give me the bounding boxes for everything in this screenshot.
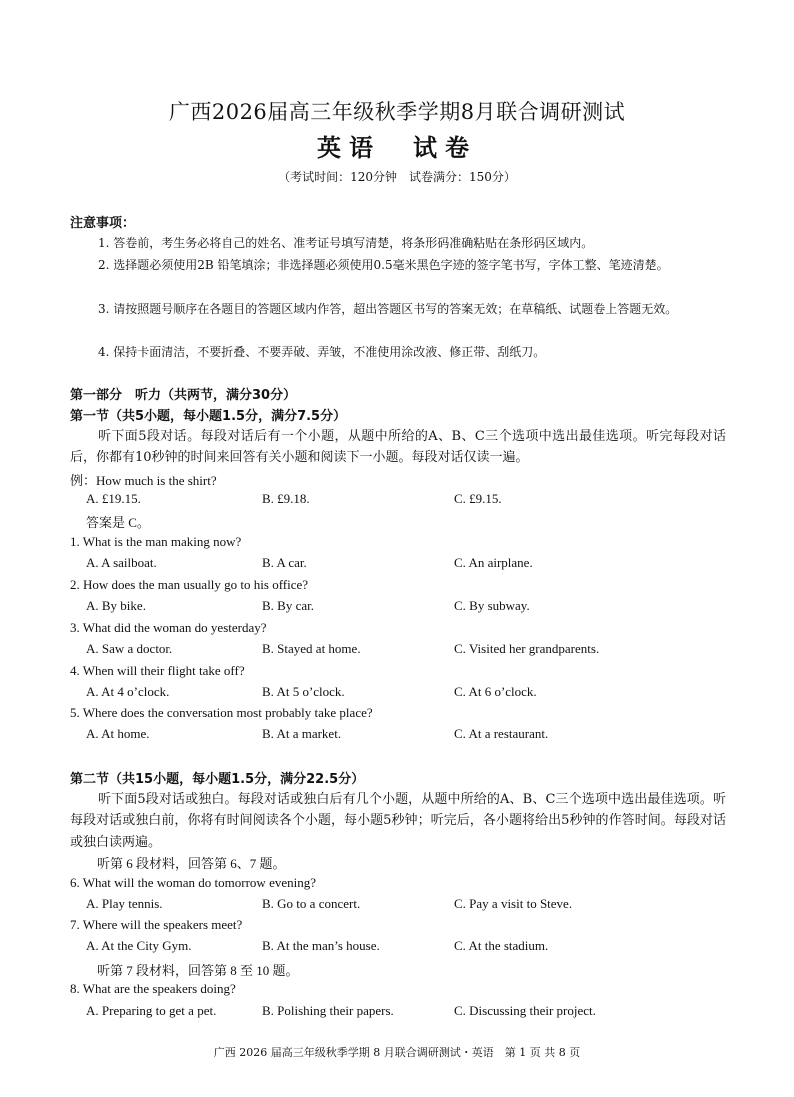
example-option-b: B. £9.18. — [262, 491, 310, 506]
example-option-c: C. £9.15. — [454, 491, 502, 506]
option-c: C. An airplane. — [454, 555, 533, 570]
option-a: A. Play tennis. — [86, 896, 163, 911]
question: 1. What is the man making now? — [70, 534, 242, 549]
question: 2. How does the man usually go to his office? — [70, 577, 309, 592]
question: 5. Where does the conversation most probably take place? — [70, 705, 373, 720]
option-c: C. At a restaurant. — [454, 726, 549, 741]
option-a: A. Preparing to get a pet. — [86, 1003, 217, 1018]
section1-heading: 第一节（共5小题，每小题1.5分，满分7.5分） — [70, 409, 347, 424]
section2-heading: 第二节（共15小题，每小题1.5分，满分22.5分） — [70, 772, 365, 787]
exam-subject: 英语 试卷 — [317, 133, 477, 162]
option-a: A. At 4 o’clock. — [86, 684, 170, 699]
question: 3. What did the woman do yesterday? — [70, 620, 267, 635]
notes-heading: 注意事项： — [70, 216, 136, 231]
option-c: C. Discussing their project. — [454, 1003, 596, 1018]
note-item: 1. 答卷前，考生务必将自己的姓名、准考证号填写清楚，将条形码准确粘贴在条形码区域内。 — [98, 236, 594, 250]
option-c: C. At 6 o’clock. — [454, 684, 537, 699]
question: 4. When will their flight take off? — [70, 663, 245, 678]
exam-title: 广西2026届高三年级秋季学期8月联合调研测试 — [168, 100, 626, 124]
section2-instructions: 听下面5段对话或独白。每段对话或独白后有几个小题，从题中所给的A、B、C三个选项中选出最佳选项。听每段对话或独白前，你将有时间阅读各个小题，每小题5秒钟；听完后，各小题将给出5秒钟的作答时间。每段对话或独白读两遍。 — [70, 792, 726, 850]
option-b: B. At the man’s house. — [262, 938, 380, 953]
example-answer: 答案是 C。 — [86, 515, 150, 530]
option-a: A. By bike. — [86, 598, 146, 613]
example-question: 例：How much is the shirt? — [70, 473, 217, 488]
option-b: B. A car. — [262, 555, 307, 570]
option-b: B. By car. — [262, 598, 314, 613]
option-c: C. By subway. — [454, 598, 530, 613]
option-b: B. Stayed at home. — [262, 641, 361, 656]
option-a: A. A sailboat. — [86, 555, 157, 570]
option-a: A. Saw a doctor. — [86, 641, 173, 656]
option-c: C. Pay a visit to Steve. — [454, 896, 573, 911]
part1-heading: 第一部分 听力（共两节，满分30分） — [70, 388, 297, 403]
option-c: C. Visited her grandparents. — [454, 641, 600, 656]
material-note: 听第 7 段材料，回答第 8 至 10 题。 — [97, 963, 299, 978]
note-item: 2. 选择题必须使用2B 铅笔填涂；非选择题必须使用0.5毫米黑色字迹的签字笔书写，字体工整、笔迹清楚。 — [98, 258, 669, 272]
option-b: B. Polishing their papers. — [262, 1003, 394, 1018]
option-b: B. At 5 o’clock. — [262, 684, 345, 699]
note-item: 4. 保持卡面清洁，不要折叠、不要弄破、弄皱，不准使用涂改液、修正带、刮纸刀。 — [98, 345, 546, 359]
material-note: 听第 6 段材料，回答第 6、7 题。 — [97, 856, 286, 871]
example-option-a: A. £19.15. — [86, 491, 141, 506]
option-c: C. At the stadium. — [454, 938, 549, 953]
option-b: B. At a market. — [262, 726, 342, 741]
option-a: A. At home. — [86, 726, 150, 741]
question: 8. What are the speakers doing? — [70, 981, 236, 996]
page-footer: 广西 2026 届高三年级秋季学期 8 月联合调研测试・英语 第 1 页 共 8 页 — [213, 1046, 581, 1059]
question: 7. Where will the speakers meet? — [70, 917, 243, 932]
option-b: B. Go to a concert. — [262, 896, 361, 911]
section1-instructions: 听下面5段对话。每段对话后有一个小题，从题中所给的A、B、C三个选项中选出最佳选项。听完每段对话后，你都有10秒钟的时间来回答有关小题和阅读下一小题。每段对话仅读一遍。 — [70, 429, 726, 466]
exam-meta: （考试时间：120分钟 试卷满分：150分） — [278, 170, 516, 184]
option-a: A. At the City Gym. — [86, 938, 192, 953]
question: 6. What will the woman do tomorrow evening? — [70, 875, 316, 890]
note-item: 3. 请按照题号顺序在各题目的答题区域内作答，超出答题区书写的答案无效；在草稿纸、试题卷上答题无效。 — [98, 302, 678, 316]
